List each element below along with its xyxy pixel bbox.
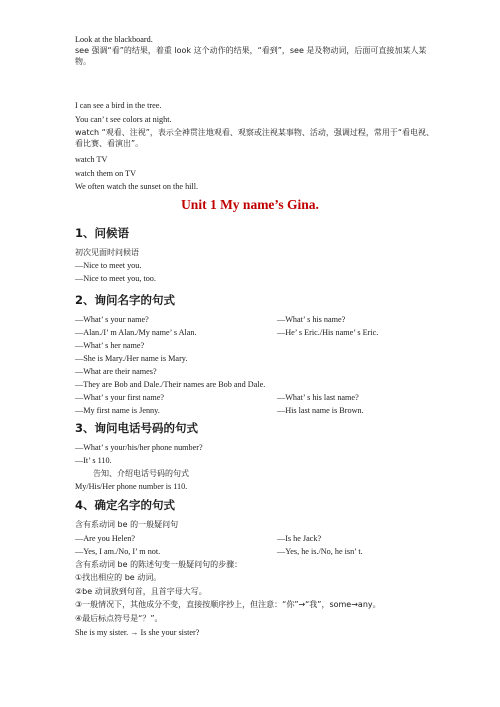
section-4-steps-title: 含有系动词 be 的陈述句变一般疑问句的步骤： (75, 560, 243, 569)
section-2-r2a: —Alan./I’ m Alan./My name’ s Alan. (75, 328, 197, 337)
section-4-r1b: —Is he Jack? (277, 534, 322, 543)
intro-line-4: You can’ t see colors at night. (75, 115, 172, 124)
intro-line-5: watch “观看、注视”，表示全神贯注地观看、观察或注视某事物、活动，强调过程，常用于“看电视、看比赛、看演出”。 (75, 128, 435, 148)
section-2-r4: —She is Mary./Her name is Mary. (75, 354, 188, 363)
section-4-sub: 含有系动词 be 的一般疑问句 (75, 520, 179, 529)
section-3-d: My/His/Her phone number is 110. (75, 482, 188, 491)
intro-line-7: watch them on TV (75, 169, 137, 178)
intro-line-6: watch TV (75, 155, 108, 164)
section-2-r8a: —My first name is Jenny. (75, 406, 160, 415)
section-3-c: 告知、介绍电话号码的句式 (93, 469, 189, 478)
intro-line-3: I can see a bird in the tree. (75, 101, 162, 110)
section-4-heading: 4、确定名字的句式 (75, 498, 176, 512)
section-1-sub: 初次见面时问候语 (75, 248, 139, 257)
section-4-r2b: —Yes, he is./No, he isn’ t. (277, 547, 363, 556)
section-2-r1a: —What’ s your name? (75, 315, 149, 324)
intro-line-8: We often watch the sunset on the hill. (75, 182, 199, 191)
section-3-heading: 3、询问电话号码的句式 (75, 421, 199, 435)
section-4-example: She is my sister. → Is she your sister? (75, 628, 200, 637)
section-4-step-2: ②be 动词放到句首，且首字母大写。 (75, 587, 207, 596)
section-3-b: —It’ s 110. (75, 456, 112, 465)
section-1-b: —Nice to meet you, too. (75, 274, 156, 283)
section-4-step-1: ①找出相应的 be 动词。 (75, 573, 162, 582)
section-2-r8b: —His last name is Brown. (277, 406, 364, 415)
section-2-r6: —They are Bob and Dale./Their names are Bob and Dale. (75, 380, 266, 389)
section-4-step-4: ④最后标点符号是“？”。 (75, 614, 163, 623)
section-1-a: —Nice to meet you. (75, 261, 142, 270)
section-2-r5: —What are their names? (75, 367, 157, 376)
intro-line-1: Look at the blackboard. (75, 35, 153, 44)
section-2-r7a: —What’ s your first name? (75, 393, 164, 402)
section-2-r3: —What’ s her name? (75, 341, 145, 350)
section-4-r2a: —Yes, I am./No, I’ m not. (75, 547, 161, 556)
section-4-r1a: —Are you Helen? (75, 534, 136, 543)
section-2-r1b: —What’ s his name? (277, 315, 346, 324)
unit-title: Unit 1 My name’s Gina. (181, 197, 319, 212)
section-2-heading: 2、询问名字的句式 (75, 293, 176, 307)
section-4-step-3: ③一般情况下，其他成分不变，直接按顺序抄上，但注意：“你”→“我”，some→any。 (75, 600, 381, 609)
section-2-r2b: —He’ s Eric./His name’ s Eric. (277, 328, 379, 337)
section-3-a: —What’ s your/his/her phone number? (75, 443, 203, 452)
section-1-heading: 1、问候语 (75, 226, 130, 240)
intro-line-2: see 强调“看”的结果，着重 look 这个动作的结果，“看到”，see 是及物动词，后面可直接加某人某物。 (75, 46, 427, 66)
section-2-r7b: —What’ s his last name? (277, 393, 359, 402)
